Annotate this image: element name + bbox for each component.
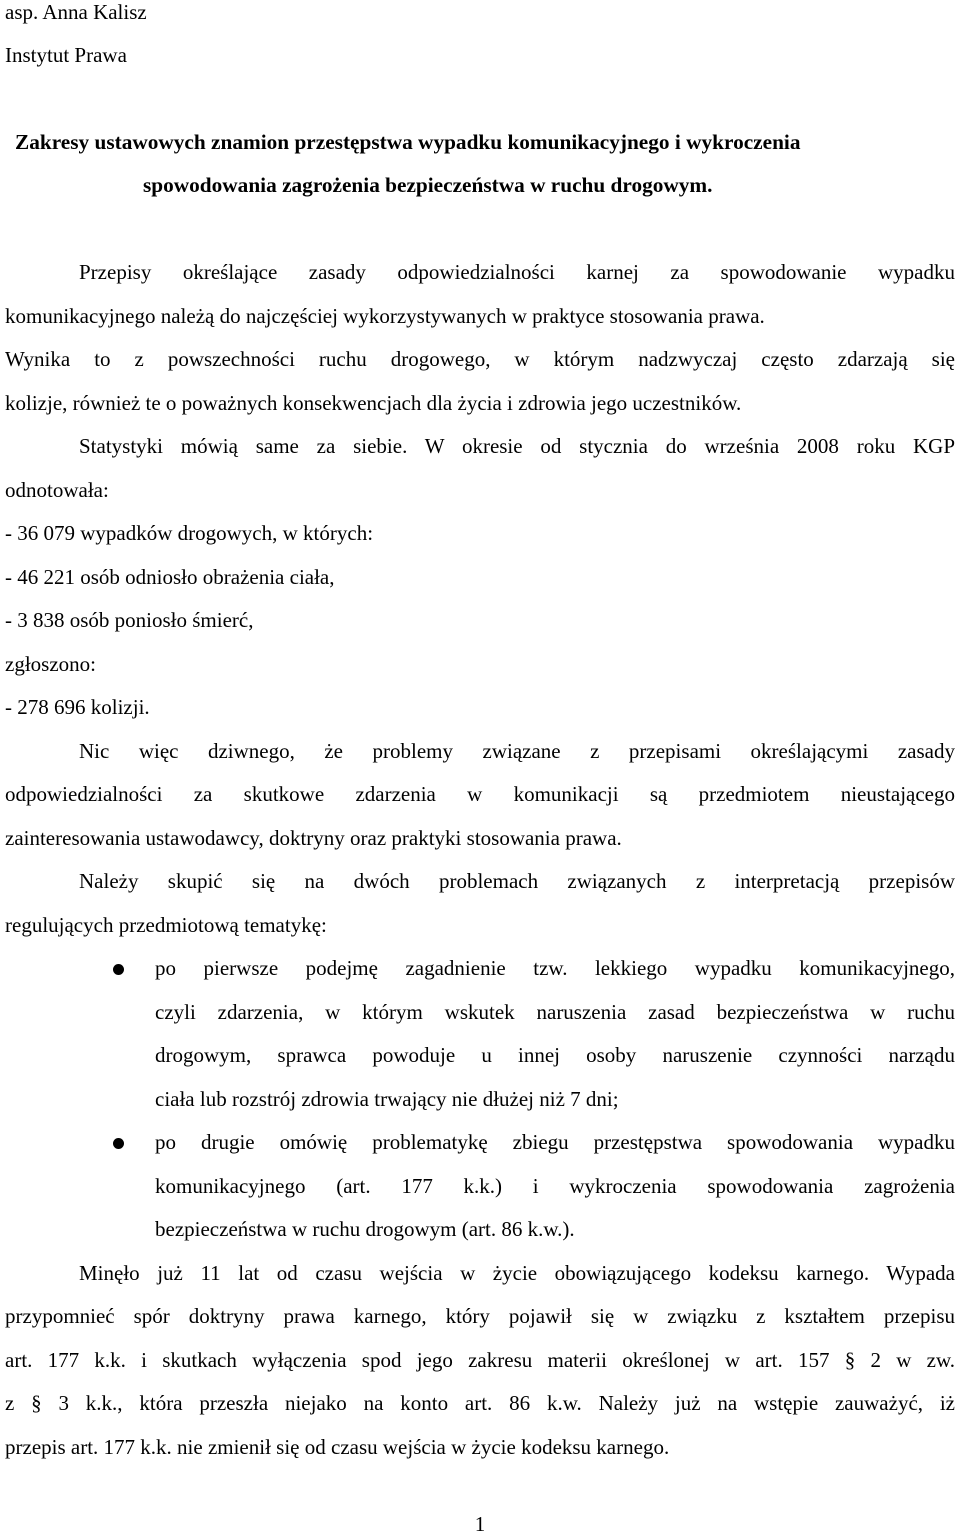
bullet-line: ciała lub rozstrój zdrowia trwający nie dłużej niż 7 dni; (155, 1087, 619, 1111)
bullet-line: czyli zdarzenia, w którym wskutek naruszenia zasad bezpieczeństwa w ruchu (155, 1000, 955, 1024)
paragraph-line: komunikacyjnego należą do najczęściej wykorzystywanych w praktyce stosowania prawa. (5, 304, 765, 328)
institute-line: Instytut Prawa (5, 43, 127, 67)
paragraph-line: kolizje, również te o poważnych konsekwencjach dla życia i zdrowia jego uczestników. (5, 391, 742, 415)
bullet-line: drogowym, sprawca powoduje u innej osoby naruszenie czynności narządu (155, 1043, 955, 1067)
stat-line: - 36 079 wypadków drogowych, w których: (5, 521, 374, 545)
paragraph-line: przypomnieć spór doktryny prawa karnego, który pojawił się w związku z kształtem przepisu (5, 1304, 955, 1328)
bullet-icon (113, 1138, 124, 1149)
paragraph-line: Należy skupić się na dwóch problemach związanych z interpretacją przepisów (79, 869, 955, 893)
stat-line: - 3 838 osób poniosło śmierć, (5, 608, 254, 632)
paragraph-line: regulujących przedmiotową tematykę: (5, 913, 327, 937)
paragraph-line: przepis art. 177 k.k. nie zmienił się od czasu wejścia w życie kodeksu karnego. (5, 1435, 670, 1459)
author-line: asp. Anna Kalisz (5, 0, 147, 24)
title-line-1: Zakresy ustawowych znamion przestępstwa wypadku komunikacyjnego i wykroczenia (15, 130, 801, 154)
paragraph-line: art. 177 k.k. i skutkach wyłączenia spod jego zakresu materii określonej w art. 157 § 2 w zw. (5, 1348, 955, 1372)
bullet-line: po pierwsze podejmę zagadnienie tzw. lekkiego wypadku komunikacyjnego, (155, 956, 955, 980)
title-line-2: spowodowania zagrożenia bezpieczeństwa w ruchu drogowym. (143, 173, 713, 197)
paragraph-line: odpowiedzialności za skutkowe zdarzenia w komunikacji są przedmiotem nieustającego (5, 782, 955, 806)
paragraph-line: odnotowała: (5, 478, 109, 502)
bullet-line: komunikacyjnego (art. 177 k.k.) i wykroczenia spowodowania zagrożenia (155, 1174, 955, 1198)
paragraph-line: zainteresowania ustawodawcy, doktryny oraz praktyki stosowania prawa. (5, 826, 622, 850)
stat-line: - 46 221 osób odniosło obrażenia ciała, (5, 565, 335, 589)
paragraph-line: z § 3 k.k., która przeszła niejako na konto art. 86 k.w. Należy już na wstępie zauważyć, iż (5, 1391, 955, 1415)
paragraph-line: Przepisy określające zasady odpowiedzialności karnej za spowodowanie wypadku (79, 260, 955, 284)
paragraph-line: Statystyki mówią same za siebie. W okresie od stycznia do września 2008 roku KGP (79, 434, 955, 458)
bullet-line: bezpieczeństwa w ruchu drogowym (art. 86 k.w.). (155, 1217, 575, 1241)
bullet-line: po drugie omówię problematykę zbiegu przestępstwa spowodowania wypadku (155, 1130, 955, 1154)
paragraph-line: Minęło już 11 lat od czasu wejścia w życie obowiązującego kodeksu karnego. Wypada (79, 1261, 955, 1285)
stat-line: zgłoszono: (5, 652, 96, 676)
paragraph-line: Nic więc dziwnego, że problemy związane z przepisami określającymi zasady (79, 739, 955, 763)
paragraph-line: Wynika to z powszechności ruchu drogowego, w którym nadzwyczaj często zdarzają się (5, 347, 955, 371)
page-number: 1 (474, 1512, 486, 1536)
stat-line: - 278 696 kolizji. (5, 695, 150, 719)
bullet-icon (113, 964, 124, 975)
